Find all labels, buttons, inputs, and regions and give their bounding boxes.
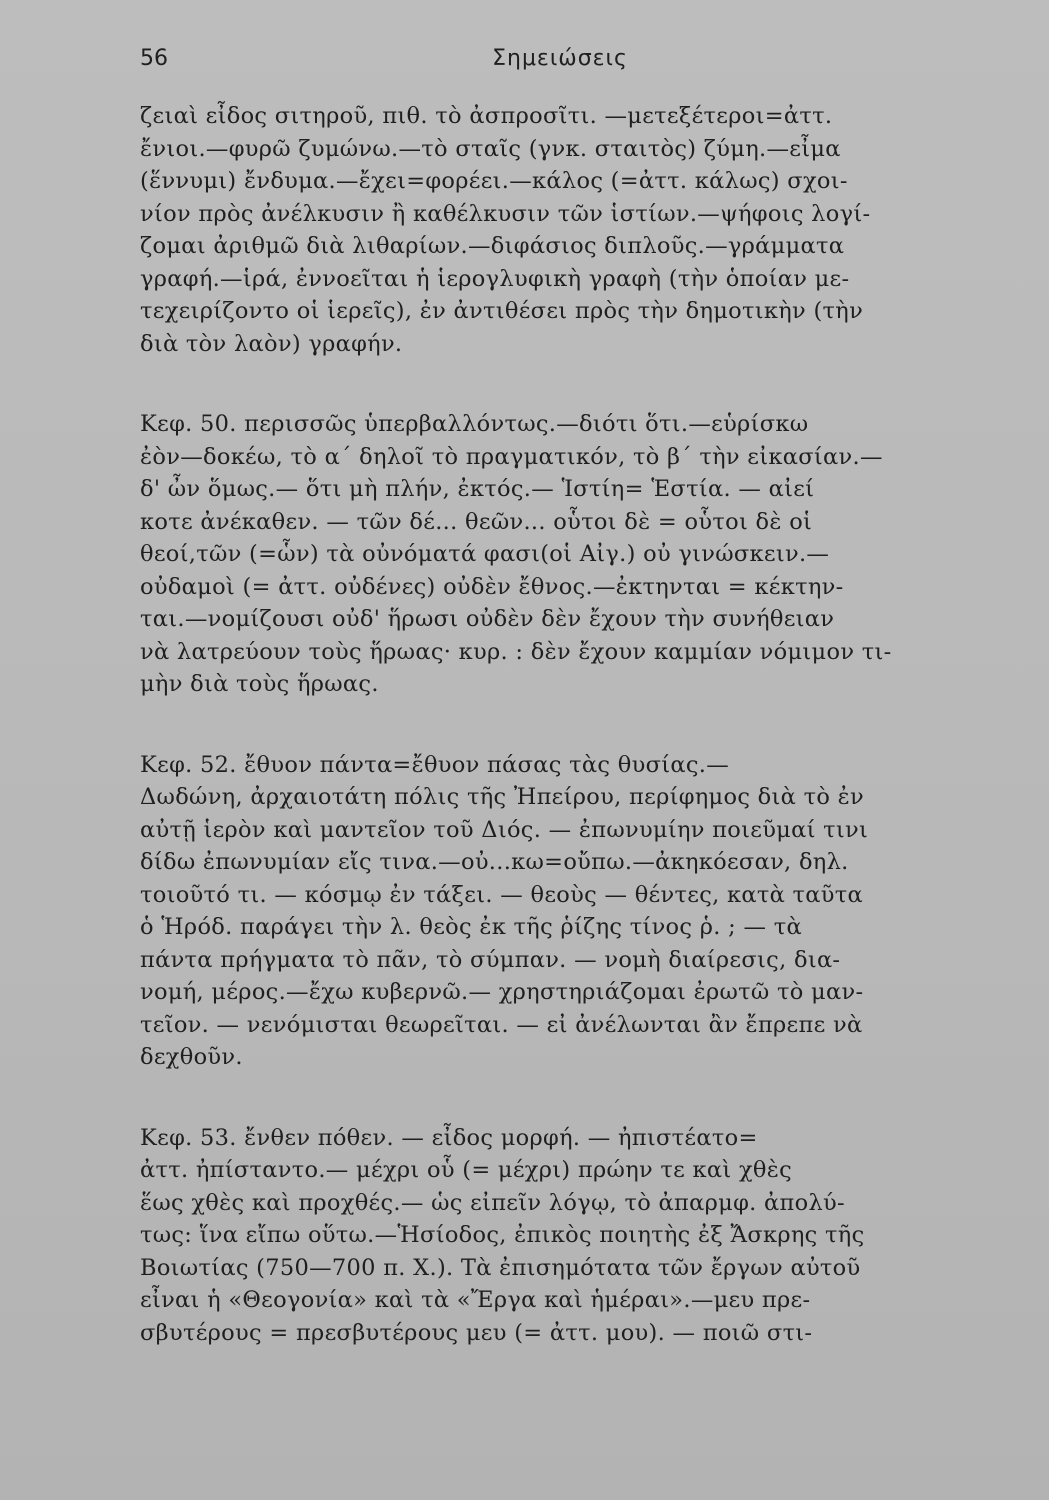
- text-line: ὁ Ἡρόδ. παράγει τὴν λ. θεὸς ἐκ τῆς ῥίζης τίνος ῥ. ; — τὰ: [140, 914, 803, 940]
- chapter-52-notes: [140, 749, 980, 1074]
- text-line: δεχθοῦν.: [140, 1044, 243, 1070]
- page-number: 56: [140, 46, 168, 71]
- text-line: δ' ὦν ὅμως.— ὅτι μὴ πλήν, ἐκτός.— Ἱστίη= Ἑστία. — αἰεί: [140, 476, 815, 502]
- text-line: ἔνιοι.—φυρῶ ζυμώνω.—τὸ σταῖς (γνκ. σταιτὸς) ζύμη.—εἶμα: [140, 135, 841, 162]
- text-line: κοτε ἀνέκαθεν. — τῶν δέ... θεῶν... οὗτοι δὲ = οὗτοι δὲ οἱ: [140, 508, 813, 535]
- paragraph-gap: [140, 1074, 980, 1122]
- text-line: Βοιωτίας (750—700 π. Χ.). Τὰ ἐπισημότατα τῶν ἔργων αὐτοῦ: [140, 1254, 861, 1281]
- text-line: τοιοῦτό τι. — κόσμῳ ἐν τάξει. — θεοὺς — θέντες, κατὰ ταῦτα: [140, 881, 864, 908]
- text-line: αὐτῇ ἱερὸν καὶ μαντεῖον τοῦ Διός. — ἐπωνυμίην ποιεῦμαί τινι: [140, 816, 869, 843]
- text-line: (ἕννυμι) ἔνδυμα.—ἔχει=φορέει.—κάλος (=ἀττ. κάλως) σχοι-: [140, 168, 848, 194]
- text-line: τεχειρίζοντο οἱ ἱερεῖς), ἐν ἀντιθέσει πρὸς τὴν δημοτικὴν (τὴν: [140, 298, 864, 324]
- text-line: νὰ λατρεύουν τοὺς ἥρωας· κυρ. : δὲν ἔχουν καμμίαν νόμιμον τι-: [140, 638, 892, 665]
- text-line: νίον πρὸς ἀνέλκυσιν ἢ καθέλκυσιν τῶν ἱστίων.—ψήφοις λογί-: [140, 200, 871, 227]
- text-line: μὴν διὰ τοὺς ἥρωας.: [140, 671, 379, 697]
- chapter-53-notes: [140, 1122, 980, 1350]
- chapter-50-notes: [140, 408, 980, 701]
- notes-paragraph: [140, 100, 980, 360]
- paragraph-gap: [140, 701, 980, 749]
- text-line: τεῖον. — νενόμισται θεωρεῖται. — εἰ ἀνέλωνται ἂν ἔπρεπε νὰ: [140, 1011, 863, 1038]
- text-line: νομή, μέρος.—ἔχω κυβερνῶ.— χρηστηριάζομαι ἐρωτῶ τὸ μαν-: [140, 979, 864, 1005]
- page-header: [140, 40, 980, 80]
- text-line: σβυτέρους = πρεσβυτέρους μευ (= ἀττ. μου). — ποιῶ στι-: [140, 1319, 813, 1346]
- text-line: θεοί,τῶν (=ὧν) τὰ οὐνόματά φασι(οἱ Αἰγ.) οὐ γινώσκειν.—: [140, 541, 830, 567]
- body-text: [140, 100, 980, 1349]
- paragraph-gap: [140, 360, 980, 408]
- text-line: Κεφ. 50. περισσῶς ὑπερβαλλόντως.—διότι ὅτι.—εὑρίσκω: [140, 411, 809, 437]
- text-line: ἕως χθὲς καὶ προχθές.— ὡς εἰπεῖν λόγῳ, τὸ ἀπαρμφ. ἀπολύ-: [140, 1189, 845, 1216]
- text-line: Κεφ. 52. ἔθυον πάντα=ἔθυον πάσας τὰς θυσίας.—: [140, 751, 729, 778]
- running-head: Σημειώσεις: [492, 46, 628, 71]
- text-line: ζειαὶ εἶδος σιτηροῦ, πιθ. τὸ ἀσπροσῖτι. —μετεξέτεροι=ἀττ.: [140, 103, 833, 129]
- text-line: Κεφ. 53. ἔνθεν πόθεν. — εἶδος μορφή. — ἠπιστέατο=: [140, 1124, 758, 1151]
- text-line: δίδω ἐπωνυμίαν εἴς τινα.—οὐ...κω=οὔπω.—ἀκηκόεσαν, δηλ.: [140, 849, 849, 875]
- text-line: ἀττ. ἠπίσταντο.— μέχρι οὗ (= μέχρι) πρώην τε καὶ χθὲς: [140, 1157, 793, 1183]
- text-line: ται.—νομίζουσι οὐδ' ἥρωσι οὐδὲν δὲν ἔχουν τὴν συνήθειαν: [140, 606, 835, 632]
- text-line: τως: ἵνα εἴπω οὕτω.—Ἡσίοδος, ἐπικὸς ποιητὴς ἐξ Ἄσκρης τῆς: [140, 1222, 865, 1248]
- text-line: εἶναι ἡ «Θεογονία» καὶ τὰ «Ἔργα καὶ ἡμέραι».—μευ πρε-: [140, 1287, 811, 1313]
- text-line: ἐὸν—δοκέω, τὸ α΄ δηλοῖ τὸ πραγματικόν, τὸ β΄ τὴν εἰκασίαν.—: [140, 443, 883, 470]
- text-line: Δωδώνη, ἀρχαιοτάτη πόλις τῆς Ἠπείρου, περίφημος διὰ τὸ ἐν: [140, 784, 864, 810]
- text-line: οὐδαμοὶ (= ἀττ. οὐδένες) οὐδὲν ἔθνος.—ἐκτηνται = κέκτην-: [140, 573, 844, 600]
- text-line: πάντα πρήγματα τὸ πᾶν, τὸ σύμπαν. — νομὴ διαίρεσις, δια-: [140, 946, 841, 973]
- text-line: διὰ τὸν λαὸν) γραφήν.: [140, 330, 403, 357]
- text-line: γραφή.—ἱρά, ἐννοεῖται ἡ ἱερογλυφικὴ γραφὴ (τὴν ὁποίαν με-: [140, 265, 850, 292]
- text-line: ζομαι ἀριθμῶ διὰ λιθαρίων.—διφάσιος διπλοῦς.—γράμματα: [140, 233, 845, 259]
